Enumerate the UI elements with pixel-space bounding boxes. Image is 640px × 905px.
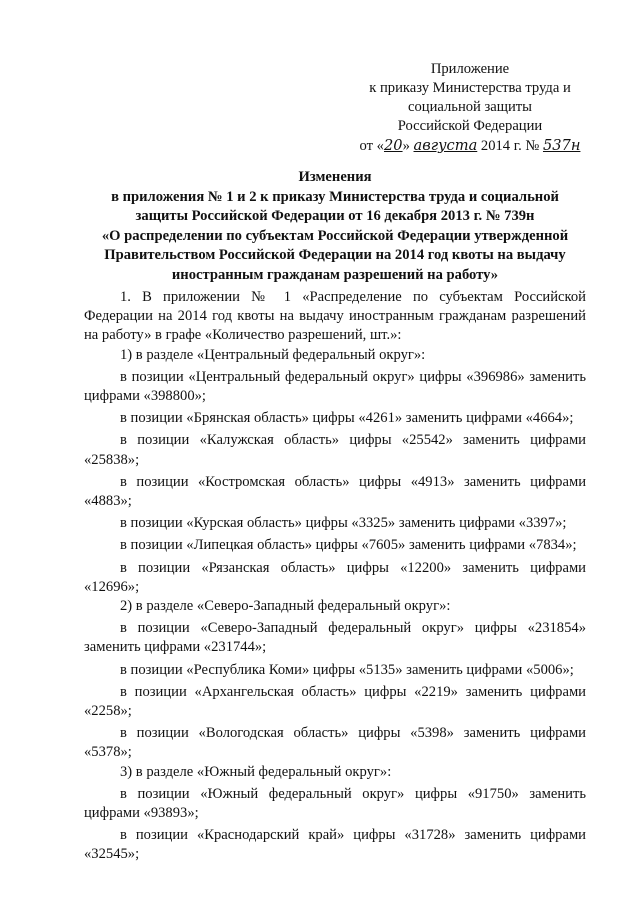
list-item: в позиции «Центральный федеральный округ» цифры «396986» заменить цифрами «398800»; (84, 368, 586, 405)
appendix-label: Приложение (430, 61, 510, 77)
list-item: в позиции «Калужская область» цифры «25542» заменить цифрами «25838»; (84, 432, 586, 468)
title-line-1: Изменения (298, 169, 372, 185)
list-item: в позиции «Рязанская область» цифры «12200» заменить цифрами «12696»; (84, 559, 586, 595)
date-mid: » (402, 138, 414, 154)
list-item: в позиции «Архангельская область» цифры «2219» заменить цифрами «2258»; (84, 683, 586, 720)
title-line-6: иностранным гражданам разрешений на работу» (171, 266, 499, 283)
list-item: в позиции «Курская область» цифры «3325» заменить цифрами «3397»; (120, 515, 567, 532)
list-item: в позиции «Южный федеральный округ» цифры «91750» заменить цифрами «93893»; (84, 785, 586, 822)
list-item: в позиции «Липецкая область» цифры «7605» заменить цифрами «7834»; (120, 537, 577, 554)
list-item: в позиции «Республика Коми» цифры «5135» заменить цифрами «5006»; (120, 661, 574, 678)
appendix-country: Российской Федерации (397, 118, 543, 134)
order-number: 537н (542, 137, 581, 154)
list-item: в позиции «Костромская область» цифры «4913» заменить цифрами «4883»; (84, 473, 586, 510)
appendix-date-line (345, 136, 595, 156)
title-line-4: «О распределении по субъектам Российской Федерации утвержденной (101, 227, 569, 244)
section-heading: 2) в разделе «Северо-Западный федеральный округ»: (120, 598, 451, 615)
title-line-3: защиты Российской Федерации от 16 декабря 2013 г. № 739н (135, 208, 535, 224)
appendix-ministry: социальной защиты (408, 99, 532, 115)
list-item: в позиции «Краснодарский край» цифры «31728» заменить цифрами «32545»; (84, 827, 586, 863)
title-line-2: в приложения № 1 и 2 к приказу Министерства труда и социальной (111, 188, 559, 205)
list-item: в позиции «Вологодская область» цифры «5398» заменить цифрами «5378»; (84, 725, 586, 761)
section-heading: 1) в разделе «Центральный федеральный округ»: (120, 346, 426, 363)
section-heading: 3) в разделе «Южный федеральный округ»: (120, 763, 392, 780)
date-prefix: от « (359, 138, 384, 154)
list-item: в позиции «Брянская область» цифры «4261» заменить цифрами «4664»; (120, 410, 574, 427)
list-item: в позиции «Северо-Западный федеральный округ» цифры «231854» заменить цифрами «231744»; (84, 620, 586, 656)
date-day: 20 (383, 137, 403, 154)
title-line-5: Правительством Российской Федерации на 2014 год квоты на выдачу (104, 247, 566, 263)
date-month: августа (413, 137, 478, 154)
document-title (70, 168, 600, 285)
paragraph-intro: 1. В приложении № 1 «Распределение по субъектам Российской Федерации на 2014 год квоты на выдачу иностранным гражданам разрешений на работу» в графе «Количество разрешений, шт.»: (84, 289, 586, 344)
date-year: 2014 г. № (477, 138, 543, 154)
appendix-order-ref: к приказу Министерства труда и (369, 80, 571, 96)
appendix-block (345, 60, 595, 156)
document-body (84, 288, 586, 865)
